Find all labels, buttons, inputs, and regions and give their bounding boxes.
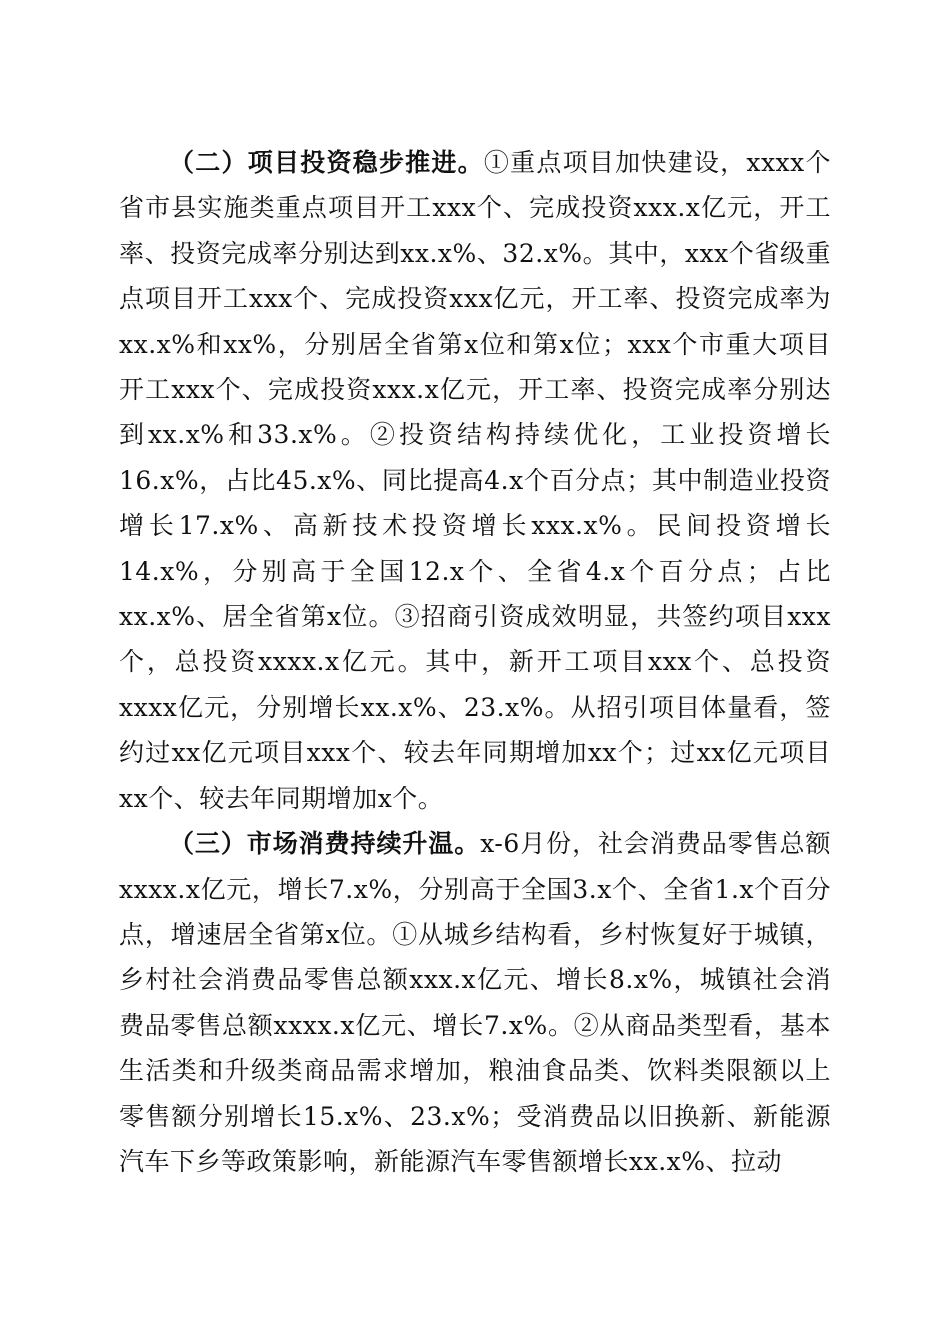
paragraph-market-consumption: [119, 821, 831, 1184]
paragraph-project-investment: [119, 140, 831, 821]
section-heading-project-investment: （二）项目投资稳步推进。: [169, 148, 484, 177]
paragraph-body-market-consumption: x-6月份，社会消费品零售总额xxxx.x亿元，增长7.x%，分别高于全国3.x个、全省1.x个百分点，增速居全省第x位。①从城乡结构看，乡村恢复好于城镇，乡村社会消费品零售总额xxx.x亿元、增长8.x%，城镇社会消费品零售总额xxxx.x亿元、增长7.x%。②从商品类型看，基本生活类和升级类商品需求增加，粮油食品类、饮料类限额以上零售额分别增长15.x%、23.x%；受消费品以旧换新、新能源汽车下乡等政策影响，新能源汽车零售额增长xx.x%、拉动: [119, 829, 831, 1176]
document-page: [119, 140, 831, 1184]
section-heading-market-consumption: （三）市场消费持续升温。: [169, 829, 481, 859]
paragraph-body-project-investment: ①重点项目加快建设，xxxx个省市县实施类重点项目开工xxx个、完成投资xxx.x亿元，开工率、投资完成率分别达到xx.x%、32.x%。其中，xxx个省级重点项目开工xxx个、完成投资xxx亿元，开工率、投资完成率为xx.x%和xx%，分别居全省第x位和第x位；xxx个市重大项目开工xxx个、完成投资xxx.x亿元，开工率、投资完成率分别达到xx.x%和33.x%。②投资结构持续优化，工业投资增长16.x%，占比45.x%、同比提高4.x个百分点；其中制造业投资增长17.x%、高新技术投资增长xxx.x%。民间投资增长14.x%，分别高于全国12.x个、全省4.x个百分点；占比xx.x%、居全省第x位。③招商引资成效明显，共签约项目xxx个，总投资xxxx.x亿元。其中，新开工项目xxx个、总投资xxxx亿元，分别增长xx.x%、23.x%。从招引项目体量看，签约过xx亿元项目xxx个、较去年同期增加xx个；过xx亿元项目xx个、较去年同期增加x个。: [119, 148, 831, 813]
